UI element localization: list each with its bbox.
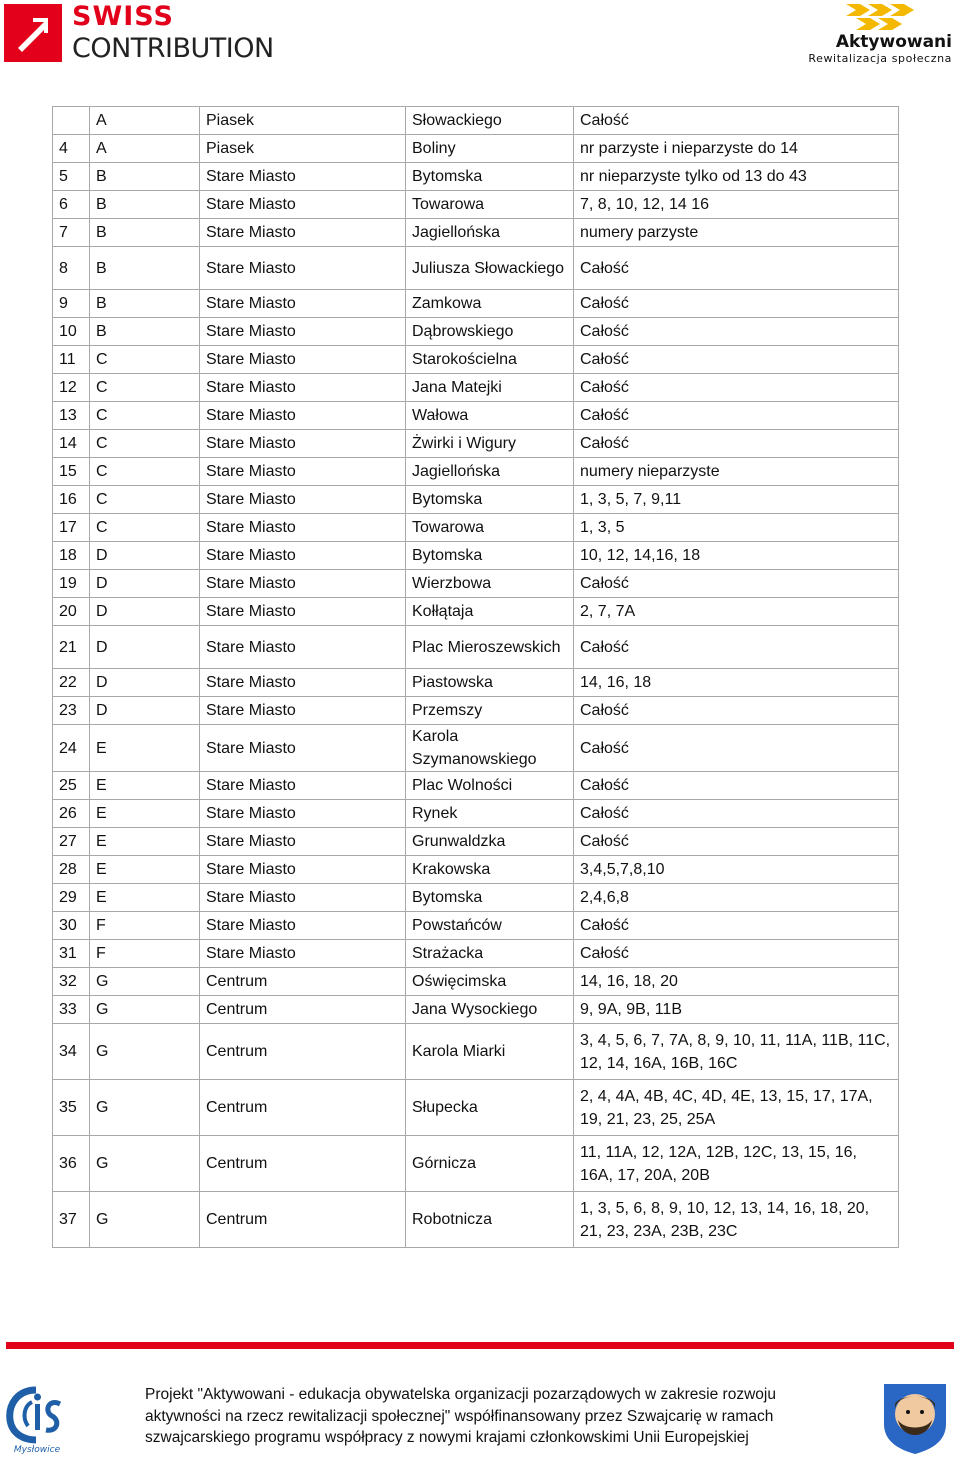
cell-street: Jagiellońska (406, 458, 574, 486)
cell-area: G (90, 1024, 200, 1080)
cell-no: 28 (53, 856, 90, 884)
table-row (53, 486, 899, 514)
page-header (0, 0, 960, 80)
footer-line-2: aktywności na rzecz rewitalizacji społecznej" współfinansowany przez Szwajcarię w ramach (145, 1407, 774, 1425)
cell-range: 2,4,6,8 (574, 884, 899, 912)
cell-district: Centrum (200, 996, 406, 1024)
cell-range: nr parzyste i nieparzyste do 14 (574, 135, 899, 163)
table-row (53, 800, 899, 828)
cell-no (53, 107, 90, 135)
table-row (53, 697, 899, 725)
table-row (53, 626, 899, 669)
cell-area: D (90, 598, 200, 626)
table-row (53, 163, 899, 191)
cell-area: B (90, 318, 200, 346)
cell-no: 9 (53, 290, 90, 318)
cell-range: Całość (574, 697, 899, 725)
cell-area: D (90, 570, 200, 598)
table-row (53, 856, 899, 884)
footer-line-1: Projekt "Aktywowani - edukacja obywatelska organizacji pozarządowych w zakresie rozwoju (145, 1386, 776, 1403)
cell-area: C (90, 514, 200, 542)
cell-range: Całość (574, 430, 899, 458)
cell-no: 16 (53, 486, 90, 514)
cell-district: Stare Miasto (200, 800, 406, 828)
cell-area: G (90, 1080, 200, 1136)
cell-no: 23 (53, 697, 90, 725)
cell-street: Górnicza (406, 1136, 574, 1192)
cell-street: Plac Mieroszewskich (406, 626, 574, 669)
cell-street: Plac Wolności (406, 772, 574, 800)
cell-area: C (90, 346, 200, 374)
cell-no: 25 (53, 772, 90, 800)
cell-area: E (90, 828, 200, 856)
table-row (53, 1136, 899, 1192)
table-row (53, 514, 899, 542)
cell-no: 27 (53, 828, 90, 856)
footer-line-3: szwajcarskiego programu współpracy z nowymi krajami członkowskimi Unii Europejskiej (145, 1429, 749, 1446)
cell-no: 30 (53, 912, 90, 940)
table-row (53, 402, 899, 430)
cell-district: Stare Miasto (200, 191, 406, 219)
table-row (53, 598, 899, 626)
cell-no: 14 (53, 430, 90, 458)
cell-area: C (90, 486, 200, 514)
cell-range: Całość (574, 626, 899, 669)
cell-district: Stare Miasto (200, 570, 406, 598)
cell-area: G (90, 1136, 200, 1192)
cell-range: numery nieparzyste (574, 458, 899, 486)
table-row (53, 772, 899, 800)
myslowice-crest-icon (880, 1380, 950, 1455)
cis-myslowice-logo-icon (2, 1382, 72, 1454)
cell-district: Stare Miasto (200, 725, 406, 772)
cell-no: 19 (53, 570, 90, 598)
cell-area: C (90, 430, 200, 458)
streets-table-container (52, 106, 898, 1248)
cell-range: Całość (574, 912, 899, 940)
cell-no: 37 (53, 1192, 90, 1248)
cell-street: Strażacka (406, 940, 574, 968)
cell-range: 3, 4, 5, 6, 7, 7A, 8, 9, 10, 11, 11A, 11B, 11C, 12, 14, 16A, 16B, 16C (574, 1024, 899, 1080)
table-row (53, 542, 899, 570)
cell-range: 9, 9A, 9B, 11B (574, 996, 899, 1024)
cell-district: Stare Miasto (200, 374, 406, 402)
cell-area: D (90, 542, 200, 570)
cell-district: Stare Miasto (200, 514, 406, 542)
cell-area: B (90, 290, 200, 318)
cell-no: 13 (53, 402, 90, 430)
cell-district: Stare Miasto (200, 598, 406, 626)
cell-district: Stare Miasto (200, 163, 406, 191)
cell-street: Juliusza Słowackiego (406, 247, 574, 290)
table-row (53, 912, 899, 940)
table-row (53, 884, 899, 912)
streets-table-body (53, 107, 899, 1248)
cell-street: Rynek (406, 800, 574, 828)
cell-no: 33 (53, 996, 90, 1024)
table-row (53, 1024, 899, 1080)
cell-no: 24 (53, 725, 90, 772)
cell-range: Całość (574, 772, 899, 800)
table-row (53, 996, 899, 1024)
cell-range: 1, 3, 5, 6, 8, 9, 10, 12, 13, 14, 16, 18, 20, 21, 23, 23A, 23B, 23C (574, 1192, 899, 1248)
table-row (53, 135, 899, 163)
cell-street: Bytomska (406, 884, 574, 912)
cell-area: E (90, 800, 200, 828)
aktywowani-arrows-icon (846, 2, 926, 32)
cell-range: 3,4,5,7,8,10 (574, 856, 899, 884)
cell-street: Żwirki i Wigury (406, 430, 574, 458)
cell-district: Stare Miasto (200, 346, 406, 374)
footer-project-text (145, 1384, 845, 1449)
cell-area: D (90, 626, 200, 669)
cell-area: B (90, 247, 200, 290)
cell-street: Jana Matejki (406, 374, 574, 402)
cell-no: 18 (53, 542, 90, 570)
cell-street: Przemszy (406, 697, 574, 725)
cell-area: C (90, 374, 200, 402)
cell-street: Karola Miarki (406, 1024, 574, 1080)
cell-street: Karola Szymanowskiego (406, 725, 574, 772)
cell-district: Stare Miasto (200, 247, 406, 290)
cell-district: Stare Miasto (200, 940, 406, 968)
table-row (53, 669, 899, 697)
swiss-logo-text: SWISS (72, 1, 174, 32)
cell-no: 26 (53, 800, 90, 828)
cell-range: 2, 4, 4A, 4B, 4C, 4D, 4E, 13, 15, 17, 17A, 19, 21, 23, 25, 25A (574, 1080, 899, 1136)
cell-range: Całość (574, 107, 899, 135)
cell-range: 2, 7, 7A (574, 598, 899, 626)
cell-no: 10 (53, 318, 90, 346)
cell-street: Słowackiego (406, 107, 574, 135)
cell-no: 36 (53, 1136, 90, 1192)
cell-district: Centrum (200, 1080, 406, 1136)
cell-range: Całość (574, 800, 899, 828)
cell-range: Całość (574, 402, 899, 430)
cell-street: Jana Wysockiego (406, 996, 574, 1024)
cell-no: 29 (53, 884, 90, 912)
contribution-logo-text: CONTRIBUTION (72, 33, 274, 64)
cell-range: 1, 3, 5, 7, 9,11 (574, 486, 899, 514)
cell-district: Piasek (200, 135, 406, 163)
cell-street: Wierzbowa (406, 570, 574, 598)
table-row (53, 430, 899, 458)
cell-street: Kołłątaja (406, 598, 574, 626)
cell-no: 7 (53, 219, 90, 247)
cell-district: Centrum (200, 968, 406, 996)
cell-area: G (90, 996, 200, 1024)
cell-district: Stare Miasto (200, 697, 406, 725)
cell-range: Całość (574, 318, 899, 346)
cell-district: Centrum (200, 1024, 406, 1080)
table-row (53, 570, 899, 598)
cell-street: Bytomska (406, 542, 574, 570)
cell-area: E (90, 772, 200, 800)
cell-no: 34 (53, 1024, 90, 1080)
aktywowani-logo-text: Aktywowani (835, 32, 952, 52)
cell-no: 8 (53, 247, 90, 290)
cell-area: A (90, 135, 200, 163)
cell-range: Całość (574, 725, 899, 772)
cell-district: Stare Miasto (200, 884, 406, 912)
cell-street: Boliny (406, 135, 574, 163)
swiss-flag-icon (4, 4, 62, 62)
cell-area: C (90, 458, 200, 486)
cell-no: 32 (53, 968, 90, 996)
cell-range: 7, 8, 10, 12, 14 16 (574, 191, 899, 219)
cell-area: E (90, 725, 200, 772)
cell-range: Całość (574, 346, 899, 374)
table-row (53, 458, 899, 486)
table-row (53, 725, 899, 772)
cell-no: 17 (53, 514, 90, 542)
cell-street: Jagiellońska (406, 219, 574, 247)
table-row (53, 107, 899, 135)
cell-district: Stare Miasto (200, 772, 406, 800)
cell-street: Wałowa (406, 402, 574, 430)
cell-area: G (90, 1192, 200, 1248)
cell-range: 11, 11A, 12, 12A, 12B, 12C, 13, 15, 16, 16A, 17, 20A, 20B (574, 1136, 899, 1192)
cell-district: Stare Miasto (200, 542, 406, 570)
cell-no: 11 (53, 346, 90, 374)
cell-range: Całość (574, 290, 899, 318)
table-row (53, 290, 899, 318)
cell-no: 15 (53, 458, 90, 486)
cell-range: Całość (574, 247, 899, 290)
cell-district: Centrum (200, 1192, 406, 1248)
cell-range: 10, 12, 14,16, 18 (574, 542, 899, 570)
cell-street: Towarowa (406, 191, 574, 219)
cell-district: Stare Miasto (200, 318, 406, 346)
cell-district: Stare Miasto (200, 219, 406, 247)
cell-street: Krakowska (406, 856, 574, 884)
cell-no: 6 (53, 191, 90, 219)
table-row (53, 346, 899, 374)
cell-district: Piasek (200, 107, 406, 135)
cell-area: F (90, 912, 200, 940)
cell-area: E (90, 884, 200, 912)
cell-district: Stare Miasto (200, 912, 406, 940)
cell-district: Stare Miasto (200, 626, 406, 669)
table-row (53, 247, 899, 290)
cell-district: Stare Miasto (200, 290, 406, 318)
cell-area: B (90, 219, 200, 247)
cell-street: Słupecka (406, 1080, 574, 1136)
table-row (53, 940, 899, 968)
cell-district: Stare Miasto (200, 828, 406, 856)
cell-area: C (90, 402, 200, 430)
table-row (53, 318, 899, 346)
cell-district: Stare Miasto (200, 402, 406, 430)
cell-range: Całość (574, 374, 899, 402)
cell-range: Całość (574, 570, 899, 598)
cell-range: 1, 3, 5 (574, 514, 899, 542)
cell-no: 35 (53, 1080, 90, 1136)
cell-no: 21 (53, 626, 90, 669)
footer-divider (6, 1342, 954, 1349)
cell-range: 14, 16, 18 (574, 669, 899, 697)
cell-street: Zamkowa (406, 290, 574, 318)
cell-area: B (90, 191, 200, 219)
cell-area: B (90, 163, 200, 191)
cell-range: 14, 16, 18, 20 (574, 968, 899, 996)
cell-district: Stare Miasto (200, 856, 406, 884)
cell-range: Całość (574, 828, 899, 856)
cell-district: Stare Miasto (200, 669, 406, 697)
table-row (53, 374, 899, 402)
cell-street: Grunwaldzka (406, 828, 574, 856)
table-row (53, 1080, 899, 1136)
aktywowani-tagline: Rewitalizacja społeczna (808, 52, 952, 65)
table-row (53, 191, 899, 219)
cell-no: 4 (53, 135, 90, 163)
cell-street: Bytomska (406, 486, 574, 514)
cell-street: Oświęcimska (406, 968, 574, 996)
cell-area: E (90, 856, 200, 884)
cell-district: Stare Miasto (200, 430, 406, 458)
cell-no: 20 (53, 598, 90, 626)
cell-street: Towarowa (406, 514, 574, 542)
cell-street: Powstańców (406, 912, 574, 940)
table-row (53, 828, 899, 856)
cell-area: D (90, 697, 200, 725)
streets-table (52, 106, 899, 1248)
cell-district: Stare Miasto (200, 458, 406, 486)
cell-area: A (90, 107, 200, 135)
cell-street: Starokościelna (406, 346, 574, 374)
cell-no: 12 (53, 374, 90, 402)
cell-area: D (90, 669, 200, 697)
cell-street: Robotnicza (406, 1192, 574, 1248)
cell-range: numery parzyste (574, 219, 899, 247)
cell-no: 5 (53, 163, 90, 191)
cell-area: F (90, 940, 200, 968)
table-row (53, 1192, 899, 1248)
table-row (53, 968, 899, 996)
cell-no: 22 (53, 669, 90, 697)
cell-district: Centrum (200, 1136, 406, 1192)
cis-logo-caption: Mysłowice (13, 1445, 61, 1454)
cell-street: Bytomska (406, 163, 574, 191)
cell-street: Dąbrowskiego (406, 318, 574, 346)
cell-area: G (90, 968, 200, 996)
cell-district: Stare Miasto (200, 486, 406, 514)
cell-street: Piastowska (406, 669, 574, 697)
cell-range: Całość (574, 940, 899, 968)
table-row (53, 219, 899, 247)
cell-no: 31 (53, 940, 90, 968)
cell-range: nr nieparzyste tylko od 13 do 43 (574, 163, 899, 191)
